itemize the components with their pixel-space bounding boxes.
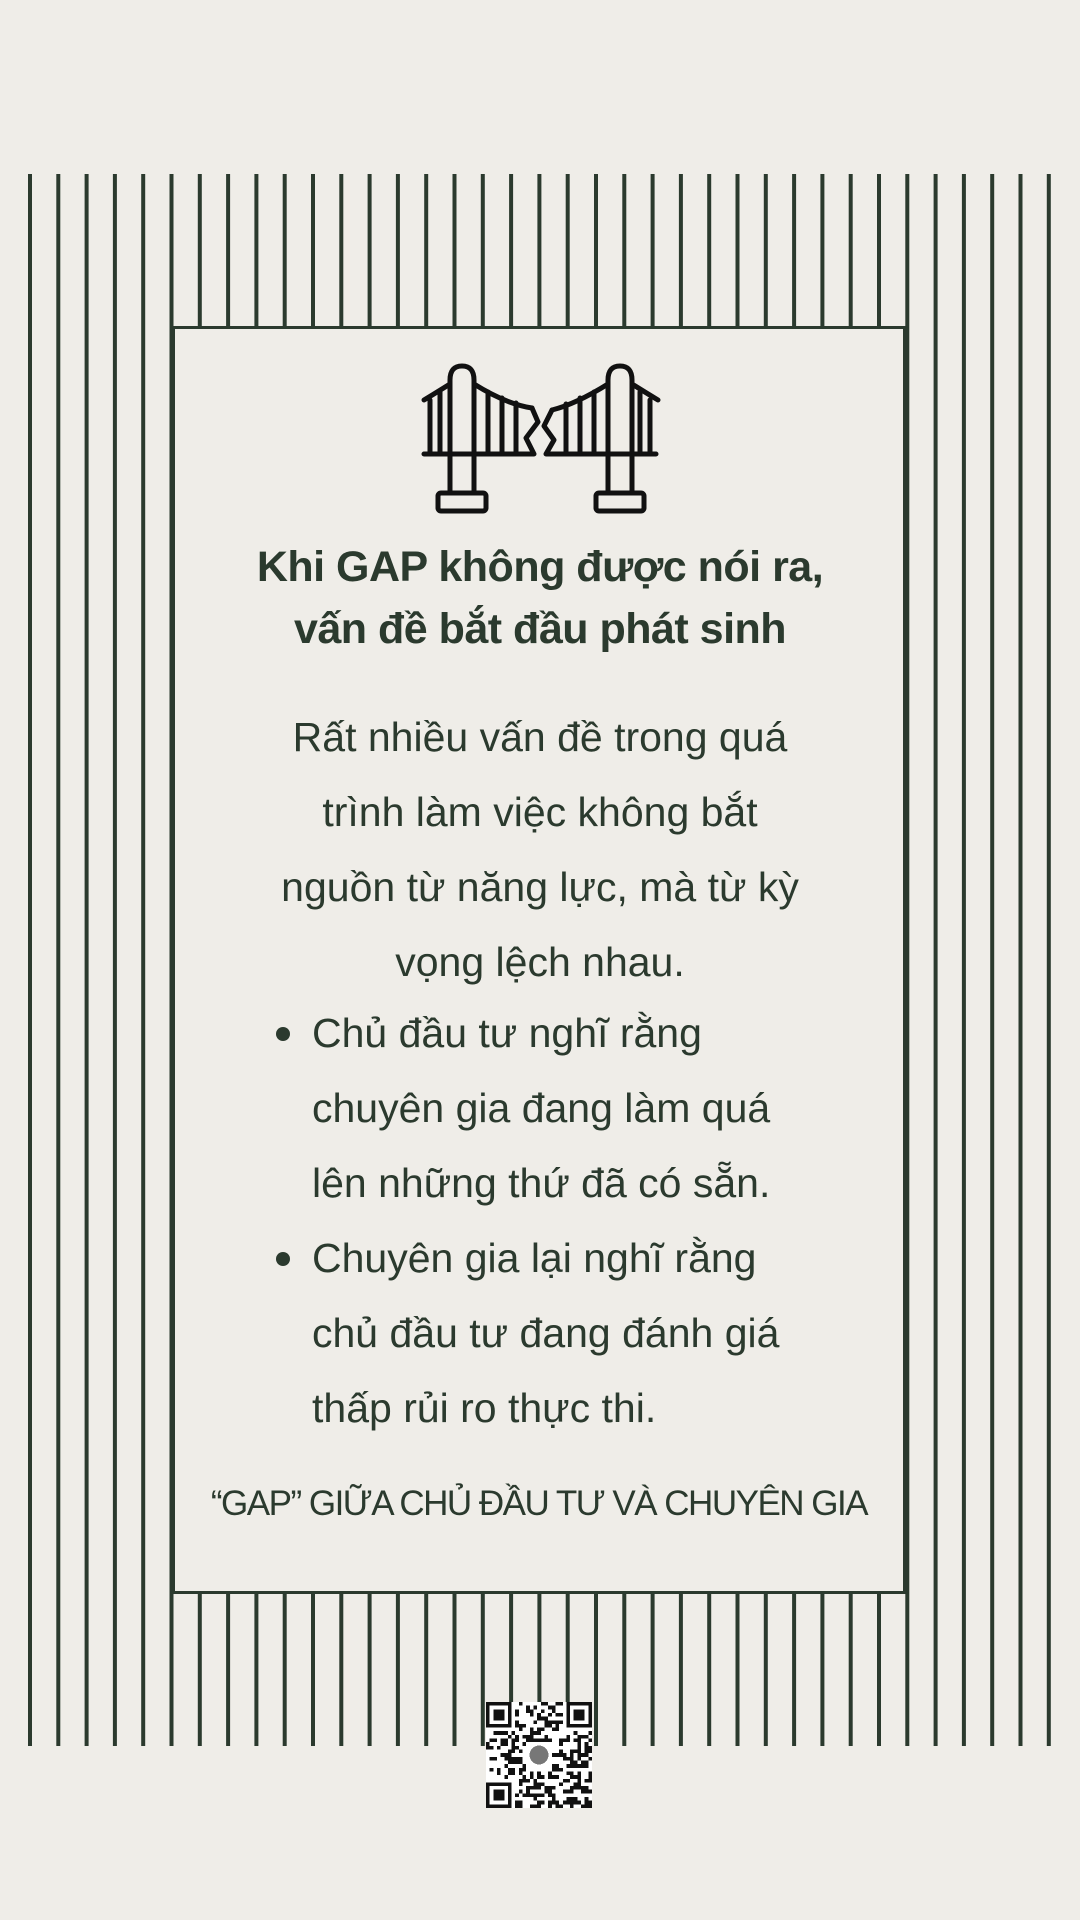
bullet-list	[272, 996, 872, 1446]
list-item-line: lên những thứ đã có sẵn.	[312, 1160, 771, 1206]
intro-paragraph	[230, 700, 850, 1000]
list-item	[272, 1221, 872, 1446]
list-item	[272, 996, 872, 1221]
intro-line: Rất nhiều vấn đề trong quá	[292, 714, 788, 760]
intro-line: trình làm việc không bắt	[322, 789, 758, 835]
page-title	[190, 536, 890, 660]
broken-bridge-icon	[410, 360, 670, 520]
intro-line: nguồn từ năng lực, mà từ kỳ	[281, 864, 799, 910]
list-item-line: chuyên gia đang làm quá	[312, 1085, 771, 1131]
list-item-line: thấp rủi ro thực thi.	[312, 1385, 657, 1431]
bullet-dot-icon	[276, 1252, 290, 1266]
title-line: Khi GAP không được nói ra,	[256, 543, 824, 591]
intro-line: vọng lệch nhau.	[395, 939, 685, 985]
list-item-line: Chủ đầu tư nghĩ rằng	[312, 1010, 702, 1056]
section-caption: “GAP” GIỮA CHỦ ĐẦU TƯ VÀ CHUYÊN GIA	[210, 1484, 868, 1523]
bullet-dot-icon	[276, 1027, 290, 1041]
qr-code-icon[interactable]	[486, 1702, 592, 1808]
list-item-line: Chuyên gia lại nghĩ rằng	[312, 1235, 757, 1281]
list-item-line: chủ đầu tư đang đánh giá	[312, 1310, 780, 1356]
title-line: vấn đề bắt đầu phát sinh	[293, 605, 787, 653]
